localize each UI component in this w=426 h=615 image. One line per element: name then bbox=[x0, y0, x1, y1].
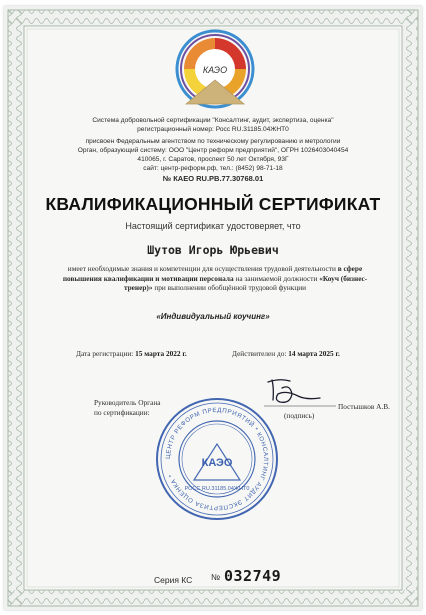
head-of-organ-line2: по сертификации: bbox=[94, 408, 150, 417]
seal-ring-text: ЦЕНТР РЕФОРМ ПРЕДПРИЯТИЙ * КОНСАЛТИНГ АУДИТ ЭКСПЕРТИЗА ОЦЕНКА * bbox=[164, 406, 270, 512]
address-line: 410065, г. Саратов, проспект 50 лет Октября, 93Г bbox=[137, 156, 289, 163]
logo-text: КАЭО bbox=[202, 65, 228, 75]
organ-line: Орган, образующий систему: ООО "Центр реформ предприятий", ОГРН 1026403040454 bbox=[77, 147, 349, 154]
qualification-part1: имеет необходимые знания и компетенции для осуществления трудовой деятельности bbox=[67, 264, 336, 273]
signer-name: Постышков А.В. bbox=[338, 402, 390, 411]
official-seal bbox=[152, 394, 282, 524]
series-label: Серия КС bbox=[154, 575, 193, 585]
qualification-text bbox=[50, 264, 380, 293]
valid-until-value: 14 марта 2025 г. bbox=[288, 349, 340, 358]
seal-center-text: КАЭО bbox=[201, 457, 233, 469]
seal-bottom-text: РОСС RU.31185.04ЖНТ0 bbox=[184, 486, 250, 492]
certificate-subtitle: Настоящий сертификат удостоверяет, что bbox=[125, 221, 301, 231]
signature-caption: (подпись) bbox=[284, 411, 315, 420]
kaeo-logo bbox=[174, 28, 256, 110]
assigned-line: присвоен Федеральным агентством по техническому регулированию и метрологии bbox=[85, 138, 341, 145]
qualification-part3: на занимаемой должности bbox=[235, 273, 318, 283]
qualification-position: «Коуч (бизнес-тренер)» bbox=[123, 273, 368, 293]
certificate bbox=[4, 6, 422, 610]
holder-name: Шутов Игорь Юрьевич bbox=[147, 243, 279, 257]
registration-line: регистрационный номер: Росс RU.31185.04ЖНТ0 bbox=[137, 126, 289, 133]
valid-until-date bbox=[232, 349, 340, 358]
registration-date bbox=[76, 349, 187, 358]
certificate-title: КВАЛИФИКАЦИОННЫЙ СЕРТИФИКАТ bbox=[45, 194, 381, 214]
valid-until-label: Действителен до: bbox=[232, 349, 287, 358]
head-of-organ-line1: Руководитель Органа bbox=[94, 398, 161, 407]
system-line: Система добровольной сертификации "Консалтинг, аудит, экспертиза, оценка" bbox=[92, 117, 334, 124]
head-of-organ-label bbox=[94, 398, 161, 418]
qualification-part5: при выполнении обобщённой трудовой функции bbox=[154, 283, 307, 293]
certificate-serial-number: 032749 bbox=[224, 567, 282, 585]
site-line: сайт: центр-реформ.рф, тел.: (8452) 98-71-18 bbox=[143, 165, 283, 172]
labor-function: «Индивидуальный коучинг» bbox=[156, 312, 270, 321]
qualification-part2: в сфере повышения квалификации и мотивации персонала bbox=[62, 264, 363, 283]
cert-number: № КАЕО RU.РВ.77.30768.01 bbox=[162, 174, 264, 183]
number-sign: № bbox=[211, 572, 221, 582]
registration-date-value: 15 марта 2022 г. bbox=[135, 349, 187, 358]
registration-date-label: Дата регистрации: bbox=[76, 349, 134, 358]
